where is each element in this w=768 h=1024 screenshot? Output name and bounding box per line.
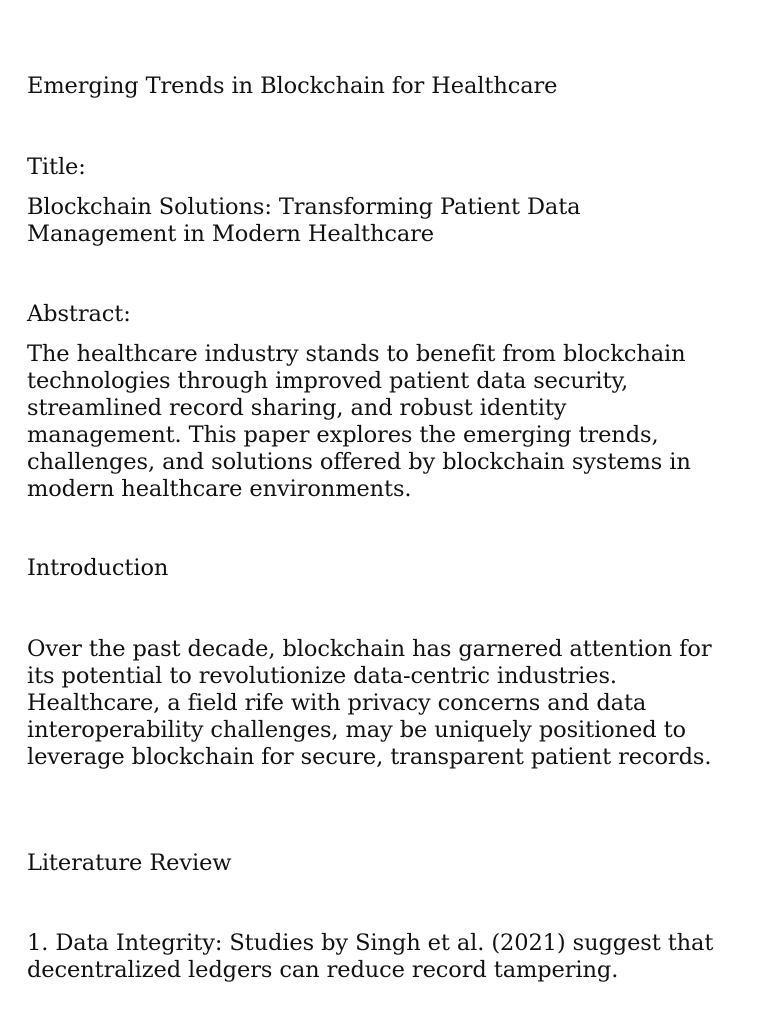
title-label: Title: [27,154,86,180]
document-heading: Emerging Trends in Blockchain for Healthcare [27,73,558,99]
introduction-heading: Introduction [27,555,169,581]
paper-title: Blockchain Solutions: Transforming Patient Data Management in Modern Healthcare [27,194,581,247]
introduction-paragraph: Over the past decade, blockchain has garnered attention for its potential to revolutionize data-centric industries. Healthcare, a field rife with privacy concerns and data interoperability challenges, may be uniquely positioned to leverage blockchain for secure, transparent patient records. [27,636,712,770]
abstract-paragraph: The healthcare industry stands to benefit from blockchain technologies through improved patient data security, streamlined record sharing, and robust identity management. This paper explores the emerging trends, challenges, and solutions offered by blockchain systems in modern healthcare environments. [27,341,691,502]
literature-item: 1. Data Integrity: Studies by Singh et al. (2021) suggest that decentralized ledgers can reduce record tampering. [27,930,714,983]
abstract-label: Abstract: [27,301,131,327]
literature-review-heading: Literature Review [27,850,232,876]
